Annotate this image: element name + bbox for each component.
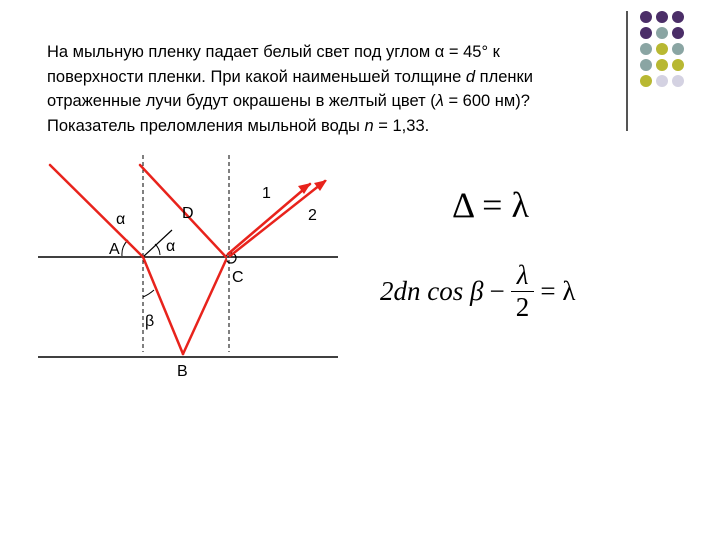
label-point-C: C [232, 269, 244, 286]
formula-thin-film-condition [380, 262, 575, 321]
problem-text-part2: пленки отраженные лучи будут окрашены в желтый цвет ( [47, 67, 533, 110]
fraction-numerator: λ [511, 262, 535, 292]
formula-minus: − [489, 276, 505, 306]
label-ray-2: 2 [308, 207, 317, 224]
label-alpha-mid: α [166, 238, 176, 255]
label-ray-1: 1 [262, 185, 271, 202]
incident-ray-1 [50, 165, 143, 257]
formula-fraction [511, 262, 535, 321]
angle-arc-beta [143, 290, 154, 297]
formula-path-difference: Δ = λ [452, 185, 529, 225]
problem-text-part4: = 1,33. [373, 116, 430, 135]
label-point-B: B [177, 363, 188, 380]
label-beta: β [145, 313, 155, 330]
refracted-ray-BC [183, 260, 226, 354]
fraction-denominator: 2 [515, 292, 530, 322]
var-d: d [465, 67, 476, 86]
label-point-A: A [109, 241, 120, 258]
var-n: n [364, 116, 374, 135]
formula-right-side: = λ [540, 276, 576, 306]
label-alpha-left: α [116, 211, 126, 228]
problem-text-part1: На мыльную пленку падает белый свет под углом α = 45° к поверхности пленки. При какой наименьшей толщине [47, 43, 500, 86]
problem-text-part3: = 600 нм)? Показатель преломления мыльной воды [47, 92, 530, 135]
var-lambda: λ [435, 92, 444, 110]
refracted-ray-AB [143, 257, 183, 354]
formula-left-side: 2dn cos β [380, 276, 484, 306]
label-point-D: D [182, 205, 194, 222]
